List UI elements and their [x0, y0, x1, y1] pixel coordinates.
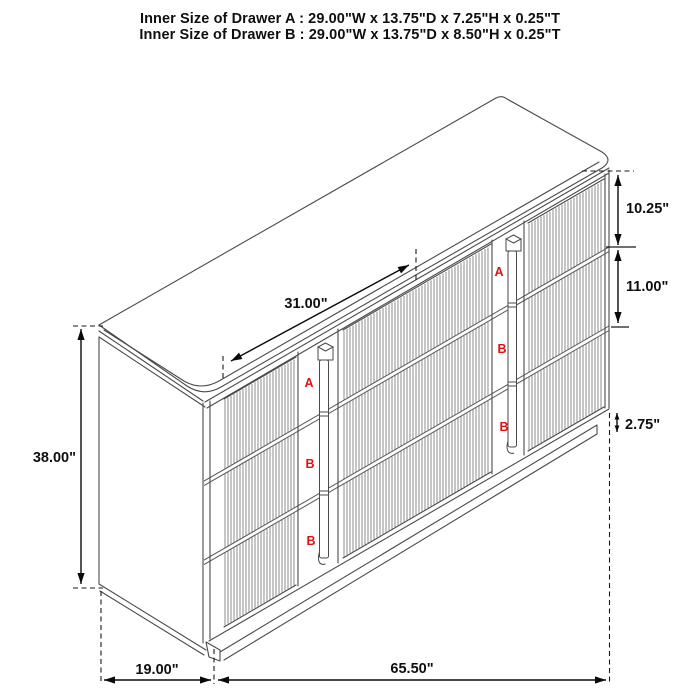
drawer-a-marker-right: A [494, 265, 504, 279]
drawer-b2-marker-right: B [499, 420, 509, 434]
cabinet-top-face [99, 97, 609, 408]
drawer-b-height-label: 11.00" [626, 279, 669, 295]
top-width-label: 31.00" [284, 296, 328, 312]
front-left-foot [206, 642, 220, 661]
drawer-a-inner-size-note: Inner Size of Drawer A : 29.00"W x 13.75"D x 7.25"H x 0.25"T [139, 11, 561, 27]
drawer-a-marker-middle: A [304, 376, 314, 390]
total-width-label: 65.50" [390, 661, 434, 677]
cabinet-linework [99, 97, 609, 661]
drawer-b-inner-size-note: Inner Size of Drawer B : 29.00"W x 13.75"D x 8.50"H x 0.25"T [139, 27, 561, 43]
drawer-b-marker-middle: B [305, 457, 315, 471]
middle-drawer-handle [318, 343, 333, 564]
base-height-label: 2.75" [625, 417, 661, 433]
drawer-b-marker-right: B [497, 342, 507, 356]
total-height-label: 38.00" [32, 450, 76, 466]
depth-label: 19.00" [135, 662, 179, 678]
drawer-b2-marker-middle: B [306, 534, 316, 548]
drawer-a-height-label: 10.25" [626, 201, 670, 217]
